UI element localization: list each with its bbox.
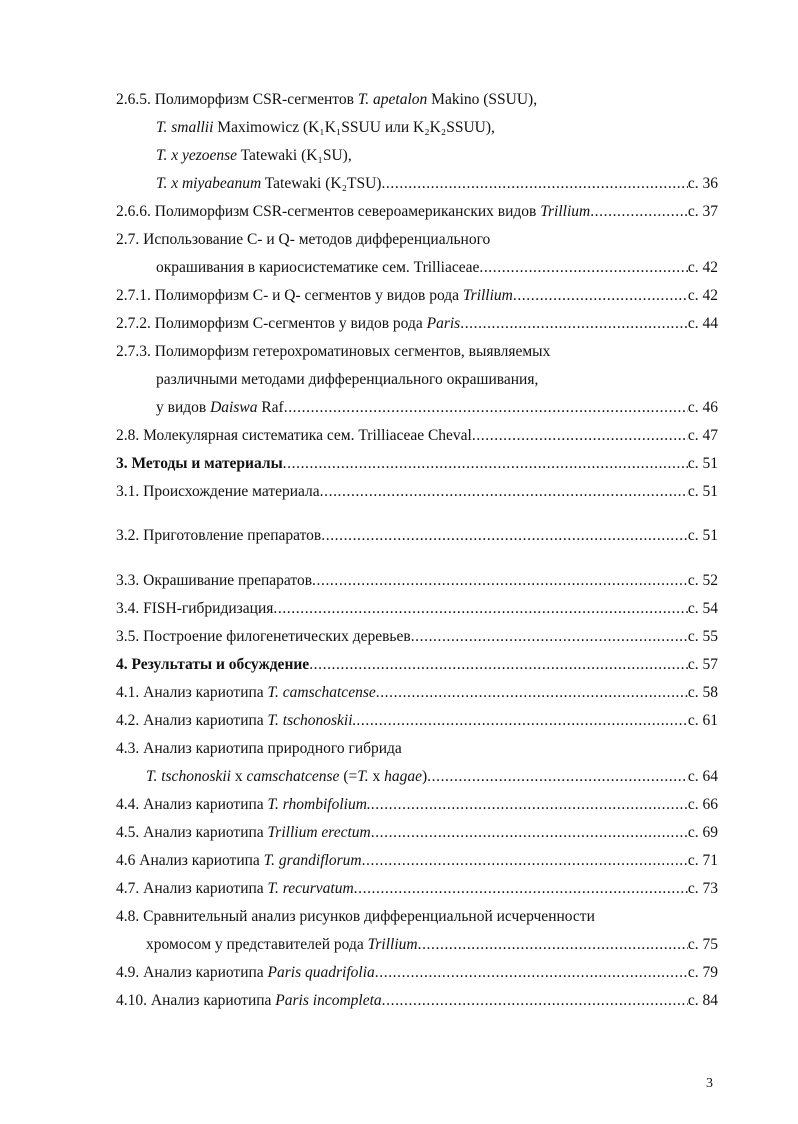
toc-entry-continuation: окрашивания в кариосистематике сем. Trilliaceae ..... с. 42 [156, 256, 718, 280]
toc-entry-2-8: 2.8. Молекулярная систематика сем. Trilliaceae Cheval ..... с. 47 [116, 424, 718, 448]
page-ref: с. 42 [687, 287, 718, 304]
toc-entry-continuation: T. x yezoense Tatewaki (K₁SU), [156, 147, 352, 164]
page-ref: с. 51 [687, 483, 718, 500]
page-ref: с. 71 [687, 852, 718, 869]
page-ref: с. 79 [687, 964, 718, 981]
toc-entry-4-3: 4.3. Анализ кариотипа природного гибрида [116, 740, 402, 757]
toc-entry-continuation: T. tschonoskii x camschatcense (=T. x hagae) ..... с. 64 [146, 765, 718, 789]
page-ref: с. 37 [687, 203, 718, 220]
page-ref: с. 64 [687, 768, 718, 785]
toc-entry-2-7-3: 2.7.3. Полиморфизм гетерохроматиновых сегментов, выявляемых [116, 343, 551, 360]
toc-entry-continuation: T. smallii Maximowicz (K₁K₁SSUU или K₂K₂SSUU), [156, 119, 495, 136]
toc-entry-4: 4. Результаты и обсуждение ..... с. 57 [116, 653, 718, 677]
page-ref: с. 54 [687, 600, 718, 617]
toc-entry-continuation: у видов Daiswa Raf ..... с. 46 [156, 396, 718, 420]
toc-entry-continuation: хромосом у представителей рода Trillium ..... с. 75 [146, 933, 718, 957]
page-number: 3 [706, 1076, 713, 1091]
toc-entry-4-1: 4.1. Анализ кариотипа T. camschatcense ..... с. 58 [116, 681, 718, 705]
page-ref: с. 46 [687, 399, 718, 416]
toc-entry-4-7: 4.7. Анализ кариотипа T. recurvatum ..... с. 73 [116, 877, 718, 901]
page-ref: с. 47 [687, 427, 718, 444]
page-ref: с. 84 [687, 992, 718, 1009]
page-ref: с. 42 [687, 259, 718, 276]
toc-entry-2-7: 2.7. Использование С- и Q- методов дифференциального [116, 231, 491, 248]
toc-entry-4-9: 4.9. Анализ кариотипа Paris quadrifolia ..... с. 79 [116, 961, 718, 985]
page-ref: с. 58 [687, 684, 718, 701]
toc-entry-4-10: 4.10. Анализ кариотипа Paris incompleta ..... с. 84 [116, 989, 718, 1013]
toc-entry-2-6-6: 2.6.6. Полиморфизм CSR-сегментов североамериканских видов Trillium ..... с. 37 [116, 200, 718, 224]
toc-entry-continuation: различными методами дифференциального окрашивания, [156, 371, 539, 388]
toc-entry-4-6: 4.6 Анализ кариотипа T. grandiflorum ..... с. 71 [116, 849, 718, 873]
page-ref: с. 57 [687, 656, 718, 673]
toc-entry-3-5: 3.5. Построение филогенетических деревьев ..... с. 55 [116, 625, 718, 649]
toc-entry-2-7-2: 2.7.2. Полиморфизм С-сегментов у видов рода Paris ..... с. 44 [116, 312, 718, 336]
page-ref: с. 36 [687, 175, 718, 192]
toc-entry-4-8: 4.8. Сравнительный анализ рисунков дифференциальной исчерченности [116, 908, 595, 925]
page-ref: с. 44 [687, 315, 718, 332]
toc-entry-3-3: 3.3. Окрашивание препаратов ..... с. 52 [116, 569, 718, 593]
page-ref: с. 55 [687, 628, 718, 645]
toc-entry-4-5: 4.5. Анализ кариотипа Trillium erectum ..... с. 69 [116, 821, 718, 845]
toc-entry-3-2: 3.2. Приготовление препаратов ..... с. 51 [116, 524, 718, 548]
toc-entry-3-1: 3.1. Происхождение материала ..... с. 51 [116, 480, 718, 504]
page-ref: с. 51 [687, 455, 718, 472]
page-ref: с. 73 [687, 880, 718, 897]
toc-entry-2-7-1: 2.7.1. Полиморфизм С- и Q- сегментов у видов рода Trillium ..... с. 42 [116, 284, 718, 308]
toc-entry-4-2: 4.2. Анализ кариотипа T. tschonoskii. ..... с. 61 [116, 709, 718, 733]
page-ref: с. 69 [687, 824, 718, 841]
toc-entry-3: 3. Методы и материалы ..... с. 51 [116, 452, 718, 476]
page-ref: с. 52 [687, 572, 718, 589]
page-ref: с. 61 [687, 712, 718, 729]
page-ref: с. 66 [687, 796, 718, 813]
toc-entry-4-4: 4.4. Анализ кариотипа T. rhombifolium. ..... с. 66 [116, 793, 718, 817]
page-ref: с. 51 [687, 527, 718, 544]
toc-entry-2-6-5: 2.6.5. Полиморфизм CSR-сегментов T. apetalon Makino (SSUU), [116, 91, 538, 108]
toc-entry-continuation: T. x miyabeanum Tatewaki (K₂TSU) ..... с. 36 [156, 172, 718, 196]
toc-entry-3-4: 3.4. FISH-гибридизация ..... с. 54 [116, 597, 718, 621]
page-ref: с. 75 [687, 936, 718, 953]
